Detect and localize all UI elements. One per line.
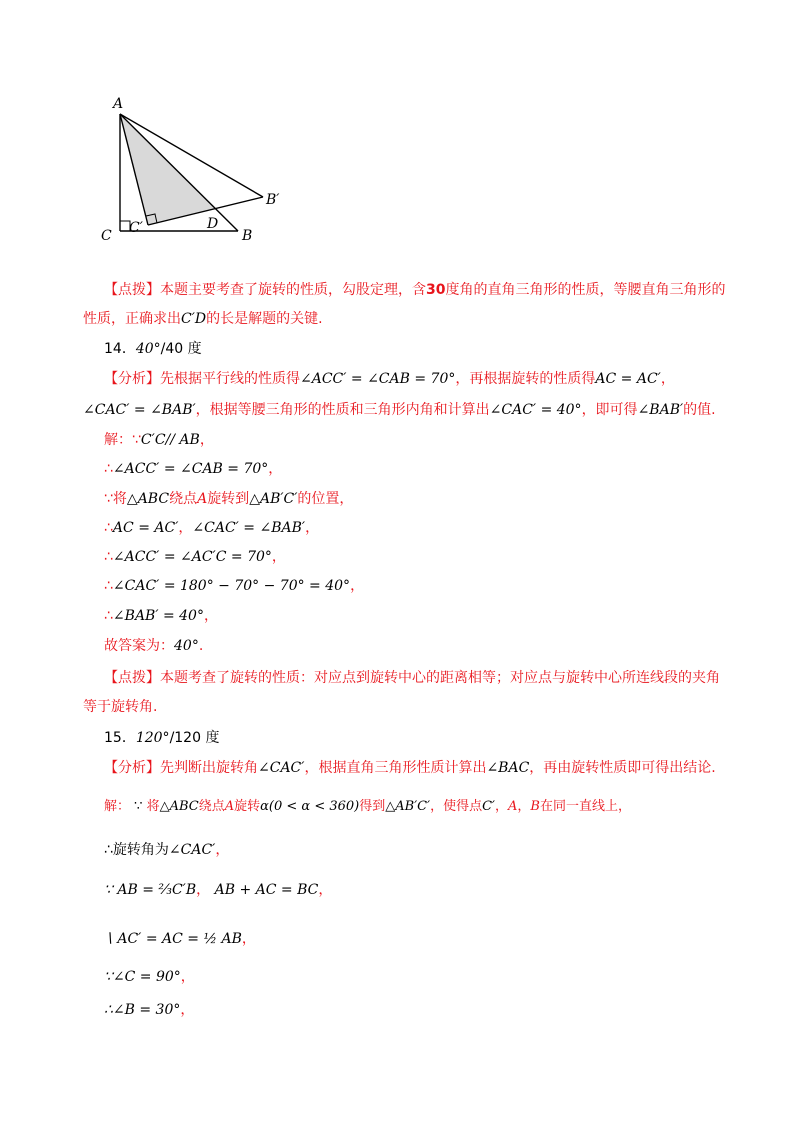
geometry-figure (95, 92, 305, 252)
text-line (83, 309, 323, 329)
text-run: 30 (426, 282, 446, 298)
question-number-14 (104, 339, 202, 359)
text-run: ，根据直角三角形性质计算出 (304, 760, 487, 776)
text-run: 15． (104, 730, 136, 746)
text-line (104, 668, 720, 688)
text-run: ∴ (104, 608, 113, 624)
text-line (104, 1000, 194, 1020)
text-run: ∠BAC (486, 760, 530, 776)
question-number-15 (104, 728, 219, 748)
text-run: ，再根据旋转的性质得 (455, 371, 596, 387)
text-run: 的长是解题的关键. (206, 311, 323, 327)
text-run: ∠ACC′ = ∠CAB = 70° (300, 371, 456, 387)
text-run: B (530, 799, 540, 814)
text-run: ∠CAC′ = ∠BAB′ (83, 402, 196, 418)
text-run: ∴ (104, 520, 113, 536)
text-run: 绕点 (169, 491, 198, 507)
text-run: 绕点 (198, 799, 225, 814)
label-b: B (242, 228, 253, 244)
text-run: 旋转 (234, 799, 261, 814)
text-run: △AB′C′ (249, 491, 298, 507)
text-run: A (197, 491, 208, 507)
text-run: ∴ (104, 549, 113, 565)
text-run: 的位置， (297, 491, 354, 507)
text-run: ， (180, 1002, 195, 1018)
text-run: /120 度 (169, 730, 220, 746)
text-run: ∠ACC′ = ∠CAB = 70° (112, 461, 269, 477)
text-run: ， (203, 608, 218, 624)
text-run: 120° (135, 730, 170, 746)
text-line (83, 400, 716, 420)
text-line (104, 518, 319, 538)
text-run: ∵将 (104, 491, 127, 507)
text-run: ∵ (130, 799, 147, 814)
text-run: ∴∠B = 30° (104, 1002, 181, 1018)
text-run: AC = AC′ (112, 520, 179, 536)
text-run: 14． (104, 341, 136, 357)
text-run: ，使得点 (430, 799, 483, 814)
text-run: ，即可得 (581, 402, 638, 418)
text-line (104, 280, 725, 300)
text-run: 得到 (359, 799, 386, 814)
text-run: ∴ (104, 578, 113, 594)
text-run: ∠ACC′ = ∠AC′C = 70° (112, 549, 272, 565)
text-line (104, 967, 195, 987)
label-b-prime: B′ (266, 192, 280, 208)
text-run: ∖ AC′ = AC = ½ AB (104, 931, 242, 947)
text-run: ， (196, 882, 211, 898)
text-run: ， (517, 799, 531, 814)
text-run: ， (215, 842, 230, 858)
text-run: 【分析】先根据平行线的性质得 (104, 371, 300, 387)
text-line (104, 797, 631, 817)
text-run: ∵∠C = 90° (104, 969, 181, 985)
text-run: ， (318, 882, 333, 898)
text-run: C′C// AB (140, 432, 200, 448)
text-run: C′ (482, 799, 495, 814)
text-line (104, 459, 282, 479)
text-run: AC = AC′ (595, 371, 661, 387)
text-line (104, 369, 675, 389)
text-run: ， (178, 520, 193, 536)
text-run: ∠CAC′ = ∠BAB′ (192, 520, 306, 536)
text-run: 40° (135, 341, 161, 357)
text-run: A (508, 799, 518, 814)
text-run: 将 (146, 799, 160, 814)
text-run: ∴ (104, 461, 113, 477)
label-c-prime: C′ (129, 220, 143, 236)
text-run: ∠BAB′ = 40° (112, 608, 204, 624)
text-run: ， (241, 931, 256, 947)
text-run: ， (268, 461, 283, 477)
text-run: 【点拨】本题考查了旋转的性质：对应点到旋转中心的距离相等；对应点与旋转中心所连线段的夹角 (104, 670, 720, 686)
text-line (104, 606, 218, 626)
text-run: 40° (174, 638, 199, 654)
text-run: ， (271, 549, 286, 565)
text-run: 性质，正确求出 (83, 311, 181, 327)
text-run: ， (660, 371, 675, 387)
label-a: A (113, 96, 124, 112)
label-c: C (101, 228, 112, 244)
label-d: D (207, 216, 219, 232)
text-run: ， (305, 520, 320, 536)
text-run: ， (350, 578, 365, 594)
text-line (104, 547, 286, 567)
text-run: ，根据等腰三角形的性质和三角形内角和计算出 (195, 402, 490, 418)
text-run: C′D (181, 311, 207, 327)
text-run: 等于旋转角. (83, 699, 158, 715)
text-run: ∵ AB = ⅔C′B (104, 882, 197, 898)
text-line (104, 758, 716, 778)
text-run: 解： (104, 799, 131, 814)
text-run: AB + AC = BC (210, 882, 319, 898)
text-run: ∠CAC′ (168, 842, 216, 858)
text-run: ∴旋转角为 (104, 842, 169, 858)
text-run: ∠BAB′ (637, 402, 684, 418)
text-run: ∠CAC′ = 40° (489, 402, 582, 418)
text-run: ，再由旋转性质即可得出结论. (529, 760, 716, 776)
text-line (104, 576, 364, 596)
text-run: 解：∵ (104, 432, 141, 448)
text-line (104, 489, 353, 509)
text-run: A (224, 799, 235, 814)
text-run: 度角的直角三角形的性质，等腰直角三角形的 (445, 282, 726, 298)
text-run: 旋转到 (207, 491, 250, 507)
text-line (83, 697, 157, 717)
text-run: 【分析】先判断出旋转角 (104, 760, 258, 776)
text-run: ∠CAC′ = 180° − 70° − 70° = 40° (112, 578, 351, 594)
text-run: 故答案为： (104, 638, 174, 654)
text-run: 【点拨】本题主要考查了旋转的性质，勾股定理，含 (104, 282, 426, 298)
text-run: 在同一直线上， (539, 799, 631, 814)
text-run: ， (199, 432, 214, 448)
text-line (104, 840, 229, 860)
text-line (104, 880, 332, 900)
text-run: /40 度 (160, 341, 202, 357)
text-run: △ABC (159, 799, 199, 814)
text-run: △ABC (126, 491, 170, 507)
text-run: ∠CAC′ (258, 760, 305, 776)
text-run: ， (494, 799, 508, 814)
text-line (104, 430, 214, 450)
text-line (104, 636, 203, 656)
text-run: α(0 < α < 360) (260, 799, 360, 814)
text-line (104, 929, 256, 949)
text-run: ， (180, 969, 195, 985)
text-run: . (198, 638, 204, 654)
text-run: 的值. (683, 402, 716, 418)
text-run: △AB′C′ (385, 799, 431, 814)
